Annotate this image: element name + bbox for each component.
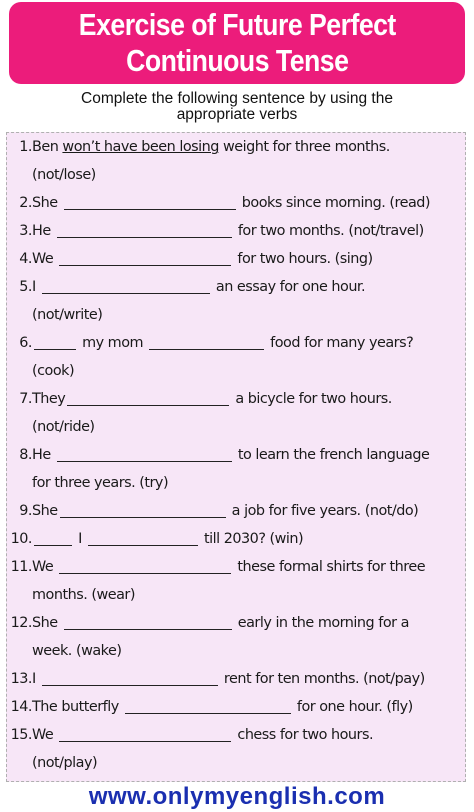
item-text-before: We [32, 727, 58, 743]
instruction-line-2: appropriate verbs [176, 106, 298, 123]
item-text-before: He [32, 447, 55, 463]
title-line-2: Continuous Tense [125, 43, 349, 78]
title-line-1: Exercise of Future Perfect [78, 7, 396, 42]
item-text-before: He [32, 223, 55, 239]
item-text-before: I [32, 279, 40, 295]
item-hint: for three years. (try) [32, 475, 169, 491]
item-hint: (not/ride) [32, 419, 95, 435]
item-number: 8. [19, 447, 32, 463]
item-number: 3. [19, 223, 32, 239]
item-text-after: till 2030? (win) [199, 531, 304, 547]
item-hint: (not/play) [32, 755, 98, 771]
item-text-after: for two hours. (sing) [233, 251, 373, 267]
item-sentence [32, 279, 365, 295]
item-text-before: They [32, 391, 66, 407]
item-text-after: an essay for one hour. [211, 279, 366, 295]
item-number: 12. [10, 615, 32, 631]
exercise-box [6, 132, 466, 782]
item-number: 13. [10, 671, 32, 687]
item-number: 15. [10, 727, 32, 743]
item-text-before: The butterfly [32, 699, 123, 715]
item-text-before: She [32, 195, 62, 211]
item-text-after: books since morning. (read) [237, 195, 431, 211]
item-text-after: rent for ten months. (not/pay) [219, 671, 425, 687]
instruction-line-1: Complete the following sentence by using the [81, 90, 393, 107]
item-number: 14. [10, 699, 32, 715]
item-sentence [32, 139, 390, 155]
item-hint: months. (wear) [32, 587, 135, 603]
answer-blank[interactable] [42, 671, 218, 686]
item-sentence [32, 559, 425, 575]
item-number: 6. [19, 335, 32, 351]
answer-blank[interactable] [67, 391, 229, 406]
item-sentence [32, 503, 418, 519]
item-hint: (not/write) [32, 307, 103, 323]
item-number: 9. [19, 503, 32, 519]
item-number: 5. [19, 279, 32, 295]
item-text-after: to learn the french language [233, 447, 430, 463]
item-number: 1. [19, 139, 32, 155]
answer-blank[interactable] [64, 615, 232, 630]
item-sentence [32, 615, 409, 631]
item-text-middle: my mom [78, 335, 148, 351]
item-text-after: for two months. (not/travel) [233, 223, 424, 239]
item-text-after: these formal shirts for three [233, 559, 426, 575]
item-text-after: weight for three months. [218, 139, 390, 155]
item-text-before: She [32, 503, 58, 519]
answer-blank[interactable] [88, 531, 198, 546]
answer-blank[interactable] [34, 531, 72, 546]
item-sentence [32, 335, 413, 351]
title-banner [9, 2, 465, 84]
item-text-after: for one hour. (fly) [292, 699, 413, 715]
item-text-after: food for many years? [266, 335, 414, 351]
item-text-before: We [32, 559, 58, 575]
item-text-after: a bicycle for two hours. [231, 391, 392, 407]
item-number: 2. [19, 195, 32, 211]
answer-blank[interactable] [42, 279, 210, 294]
item-number: 4. [19, 251, 32, 267]
answer-blank[interactable] [60, 503, 226, 518]
item-text-before: We [32, 251, 58, 267]
item-sentence [32, 727, 373, 743]
item-hint: (not/lose) [32, 167, 96, 183]
item-sentence [32, 447, 429, 463]
answer-blank[interactable] [64, 195, 236, 210]
answer-blank[interactable] [125, 699, 291, 714]
item-text-before: She [32, 615, 62, 631]
item-text-after: early in the morning for a [233, 615, 409, 631]
item-hint: week. (wake) [32, 643, 122, 659]
item-sentence [32, 195, 430, 211]
answer-blank[interactable] [57, 223, 232, 238]
item-sentence [32, 699, 413, 715]
item-number: 7. [19, 391, 32, 407]
item-sentence [32, 391, 392, 407]
item-answer: won’t have been losing [62, 139, 219, 155]
item-sentence [32, 251, 373, 267]
answer-blank[interactable] [57, 447, 232, 462]
item-text-after: a job for five years. (not/do) [227, 503, 419, 519]
item-sentence [32, 223, 424, 239]
item-text-before: I [32, 671, 40, 687]
answer-blank[interactable] [59, 559, 231, 574]
answer-blank[interactable] [59, 727, 231, 742]
answer-blank[interactable] [34, 335, 76, 350]
item-text-before: Ben [32, 139, 63, 155]
item-sentence [32, 671, 425, 687]
answer-blank[interactable] [59, 251, 231, 266]
item-number: 10. [10, 531, 32, 547]
item-sentence [32, 531, 303, 547]
item-text-middle: I [74, 531, 86, 547]
item-text-after: chess for two hours. [233, 727, 374, 743]
instruction-text [20, 91, 454, 123]
item-hint: (cook) [32, 363, 75, 379]
answer-blank[interactable] [149, 335, 264, 350]
item-number: 11. [10, 559, 32, 575]
website-footer[interactable]: www.onlymyenglish.com [88, 783, 386, 810]
